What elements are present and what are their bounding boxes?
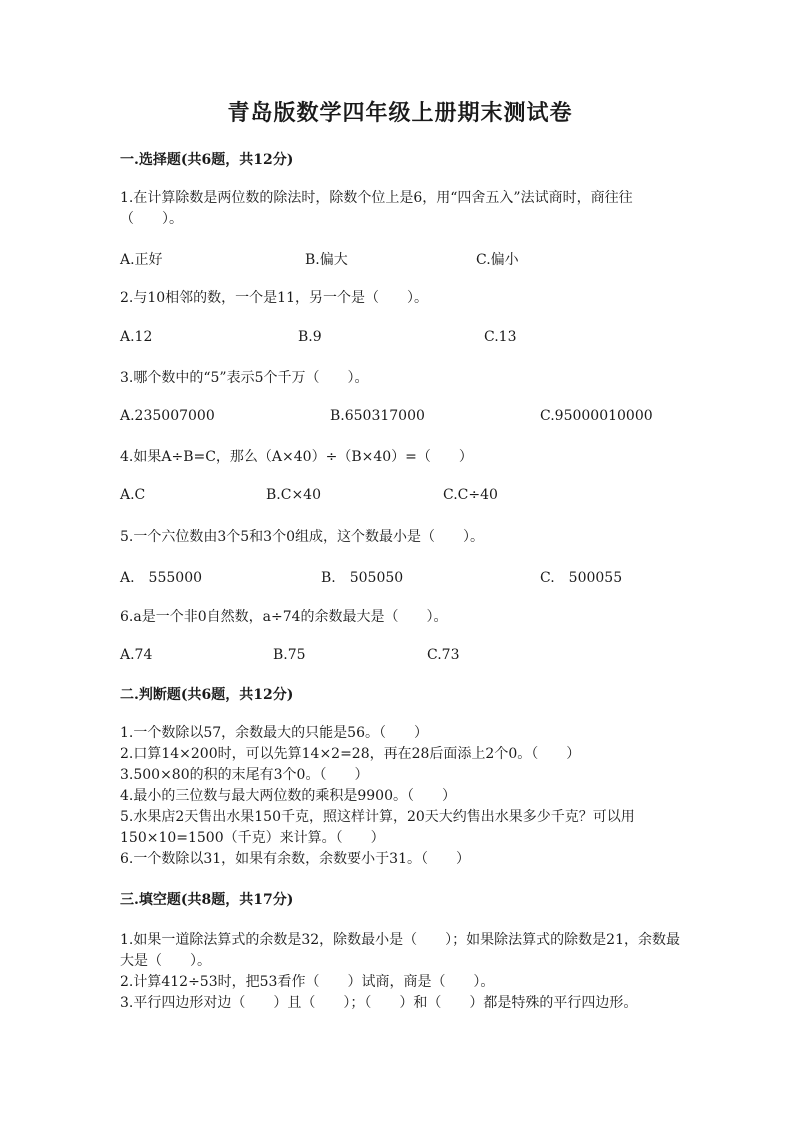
choice-question-6: 6.a是一个非0自然数，a÷74的余数最大是（ ）。 [120, 609, 448, 625]
choice-question-1: 1.在计算除数是两位数的除法时，除数个位上是6，用“四舍五入”法试商时，商往往（ ）。 [120, 190, 633, 227]
choice-question-4: 4.如果A÷B=C，那么（A×40）÷（B×40）=（ ） [120, 449, 473, 465]
choice-option: C.偏小 [476, 252, 519, 268]
judgment-item-4: 4.最小的三位数与最大两位数的乘积是9900。（ ） [120, 788, 456, 804]
choice-option: A. 555000 [120, 570, 203, 586]
choice-option: B.偏大 [305, 252, 348, 268]
choice-question-5: 5.一个六位数由3个5和3个0组成，这个数最小是（ ）。 [120, 529, 484, 545]
choice-option: C.C÷40 [443, 487, 498, 503]
choice-option: C.73 [427, 647, 460, 663]
section-heading-fill: 三.填空题(共8题，共17分) [120, 892, 294, 908]
fill-item-3: 3.平行四边形对边（ ）且（ ）；（ ）和（ ）都是特殊的平行四边形。 [120, 995, 638, 1011]
judgment-item-5: 5.水果店2天售出水果150千克，照这样计算，20天大约售出水果多少千克？可以用150×10=1500（千克）来计算。（ ） [120, 809, 635, 846]
choice-option: B. 505050 [321, 570, 404, 586]
choice-option: A.235007000 [120, 408, 215, 424]
judgment-item-3: 3.500×80的积的末尾有3个0。（ ） [120, 767, 369, 783]
fill-item-1: 1.如果一道除法算式的余数是32，除数最小是（ ）；如果除法算式的除数是21，余数最大是（ ）。 [120, 932, 680, 969]
choice-option: B.650317000 [330, 408, 425, 424]
judgment-item-1: 1.一个数除以57，余数最大的只能是56。（ ） [120, 725, 428, 741]
choice-option: B.75 [273, 647, 306, 663]
judgment-item-6: 6.一个数除以31，如果有余数，余数要小于31。（ ） [120, 851, 470, 867]
choice-question-3: 3.哪个数中的“5”表示5个千万（ ）。 [120, 370, 369, 386]
fill-item-2: 2.计算412÷53时，把53看作（ ）试商，商是（ ）。 [120, 974, 495, 990]
judgment-item-2: 2.口算14×200时，可以先算14×2=28，再在28后面添上2个0。（ ） [120, 746, 581, 762]
choice-question-2: 2.与10相邻的数，一个是11，另一个是（ ）。 [120, 290, 428, 306]
choice-option: A.74 [120, 647, 153, 663]
choice-option: C.13 [484, 329, 517, 345]
choice-option: A.12 [120, 329, 153, 345]
choice-option: B.C×40 [266, 487, 321, 503]
choice-option: A.C [120, 487, 146, 503]
choice-option: B.9 [298, 329, 322, 345]
section-heading-judgment: 二.判断题(共6题，共12分) [120, 687, 294, 703]
section-heading-choice: 一.选择题(共6题，共12分) [120, 152, 294, 168]
choice-option: C.95000010000 [540, 408, 653, 424]
choice-option: C. 500055 [540, 570, 623, 586]
choice-option: A.正好 [120, 252, 163, 268]
exam-title: 青岛版数学四年级上册期末测试卷 [227, 100, 573, 126]
